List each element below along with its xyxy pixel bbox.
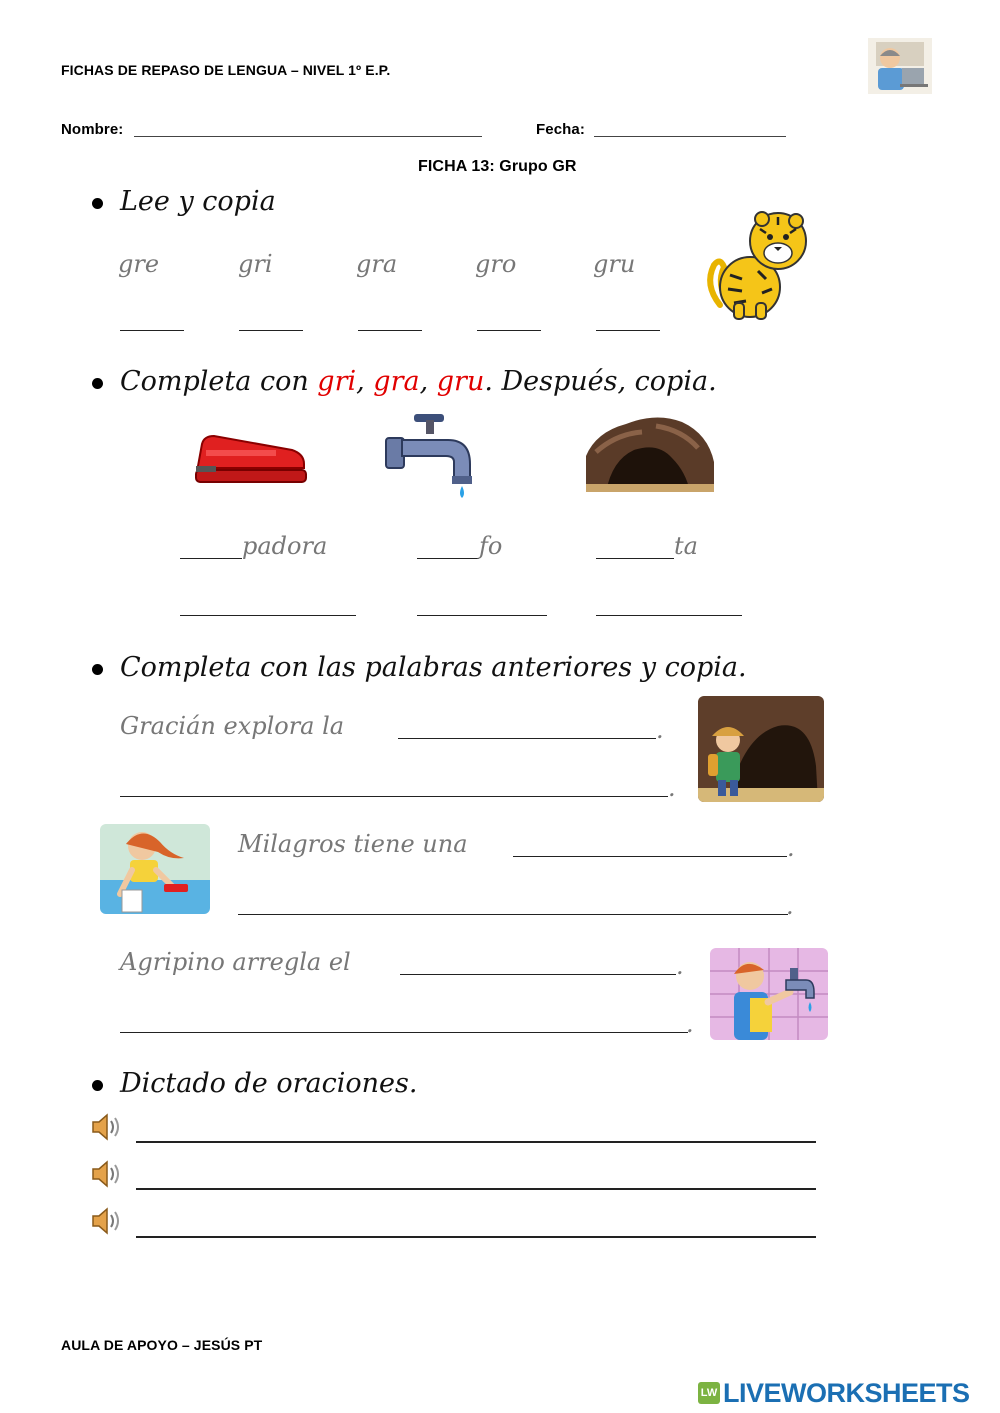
word-fo: fo	[479, 532, 503, 560]
sentence-2-period: .	[787, 834, 795, 862]
syllable-gro: gro	[475, 250, 517, 278]
copy-line-sentence-1[interactable]	[120, 796, 668, 797]
fecha-line[interactable]	[594, 136, 786, 137]
blank-sentence-1[interactable]	[398, 738, 656, 739]
sentence-3: Agripino arregla el	[120, 948, 351, 976]
cave-illustration	[586, 412, 714, 492]
blank-fo[interactable]	[417, 558, 479, 559]
liveworksheets-logo[interactable]	[698, 1378, 970, 1408]
speaker-icon[interactable]	[90, 1159, 124, 1189]
syllable-gru: gru	[593, 250, 636, 278]
dictation-line-1[interactable]	[136, 1141, 816, 1143]
copy-1-period: .	[668, 774, 676, 802]
syllable-gre: gre	[118, 250, 160, 278]
option-gri: gri	[317, 366, 357, 397]
sentence-2: Milagros tiene una	[238, 830, 468, 858]
copy-2-period: .	[786, 892, 794, 920]
syllable-gri: gri	[238, 250, 273, 278]
heading-text: Completa con	[120, 366, 318, 397]
girl-stapler-illustration	[100, 824, 210, 914]
option-gra: gra	[373, 366, 420, 397]
dictation-line-3[interactable]	[136, 1236, 816, 1238]
blank-sentence-3[interactable]	[400, 974, 676, 975]
speaker-icon[interactable]	[90, 1206, 124, 1236]
copy-3-period: .	[686, 1010, 694, 1038]
bullet-icon	[92, 1080, 103, 1091]
heading-text: . Después, copia.	[484, 366, 717, 397]
nombre-label: Nombre:	[61, 121, 124, 138]
tiger-illustration	[700, 205, 812, 323]
section-4-heading: Dictado de oraciones.	[120, 1068, 418, 1099]
word-padora: padora	[242, 532, 328, 560]
section-3-heading: Completa con las palabras anteriores y copia.	[120, 652, 747, 683]
sentence-1-period: .	[656, 716, 664, 744]
separator: ,	[356, 366, 374, 397]
blank-ta[interactable]	[596, 558, 674, 559]
copy-line-gra[interactable]	[358, 330, 422, 331]
section-1-heading: Lee y copia	[120, 186, 276, 217]
section-2-heading	[120, 366, 717, 397]
brand-name: LIVEWORKSHEETS	[723, 1377, 970, 1408]
speaker-icon[interactable]	[90, 1112, 124, 1142]
copy-line-sentence-2[interactable]	[238, 914, 788, 915]
bullet-icon	[92, 664, 103, 675]
copy-line-gre[interactable]	[120, 330, 184, 331]
boy-tap-illustration	[710, 948, 828, 1040]
option-gru: gru	[436, 366, 485, 397]
tap-illustration	[384, 410, 480, 504]
explorer-cave-illustration	[698, 696, 824, 802]
copy-line-1[interactable]	[180, 615, 356, 616]
copy-line-gri[interactable]	[239, 330, 303, 331]
worksheet-title: FICHAS DE REPASO DE LENGUA – NIVEL 1º E.P.	[61, 62, 391, 78]
fecha-label: Fecha:	[536, 121, 585, 138]
stapler-illustration	[192, 428, 310, 486]
blank-padora[interactable]	[180, 558, 242, 559]
copy-line-gro[interactable]	[477, 330, 541, 331]
copy-line-gru[interactable]	[596, 330, 660, 331]
dictation-line-2[interactable]	[136, 1188, 816, 1190]
sentence-1: Gracián explora la	[120, 712, 345, 740]
word-ta: ta	[674, 532, 698, 560]
separator: ,	[419, 366, 437, 397]
liveworksheets-logo-mark: LW	[698, 1382, 720, 1404]
blank-sentence-2[interactable]	[513, 856, 787, 857]
teacher-avatar	[868, 38, 932, 94]
ficha-title: FICHA 13: Grupo GR	[418, 158, 577, 175]
copy-line-2[interactable]	[417, 615, 547, 616]
nombre-line[interactable]	[134, 136, 482, 137]
bullet-icon	[92, 378, 103, 389]
copy-line-sentence-3[interactable]	[120, 1032, 688, 1033]
footer-text: AULA DE APOYO – JESÚS PT	[61, 1337, 263, 1353]
syllable-gra: gra	[356, 250, 398, 278]
sentence-3-period: .	[676, 952, 684, 980]
bullet-icon	[92, 198, 103, 209]
copy-line-3[interactable]	[596, 615, 742, 616]
